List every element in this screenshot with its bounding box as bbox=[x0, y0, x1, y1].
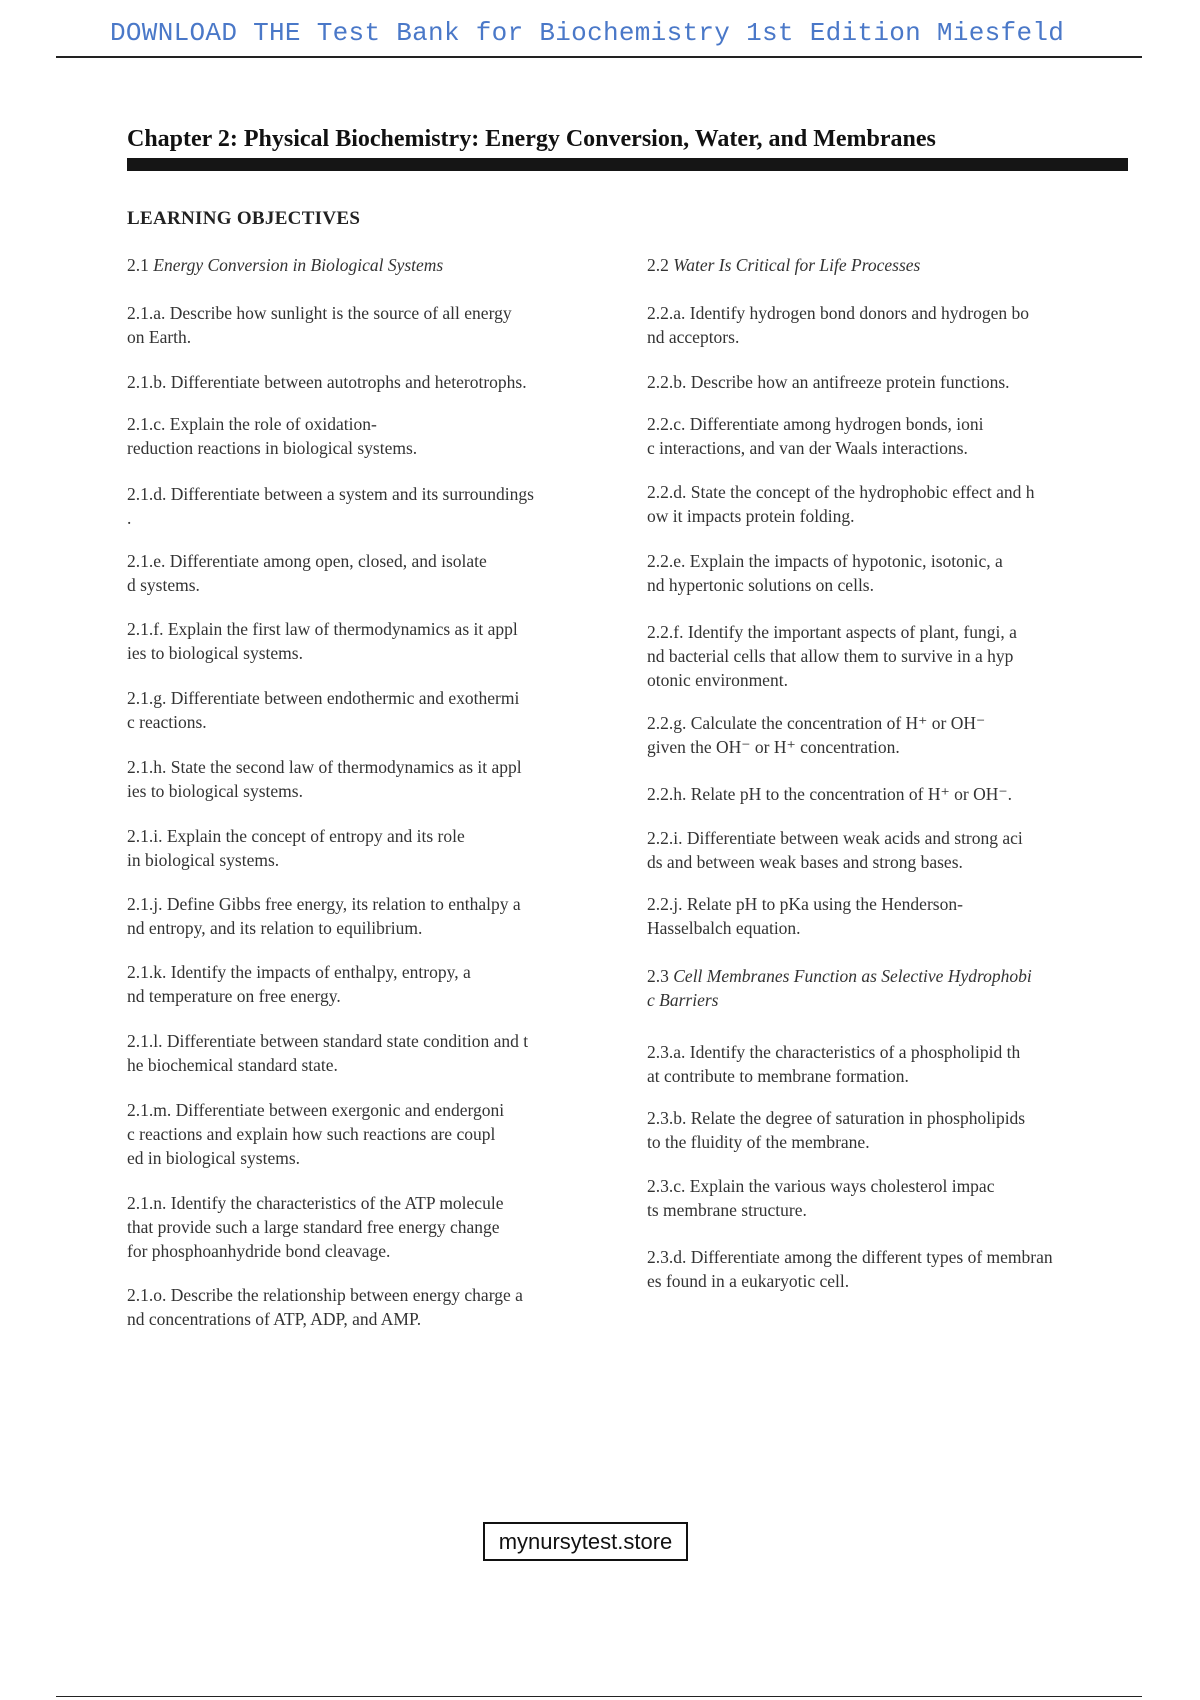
objective-item: 2.1.f. Explain the first law of thermodynamics as it appl ies to biological systems. bbox=[127, 619, 518, 663]
section-number: 2.3 bbox=[647, 966, 669, 986]
objective-item: 2.2.g. Calculate the concentration of H⁺ or OH⁻ given the OH⁻ or H⁺ concentration. bbox=[647, 713, 986, 757]
objective-item: 2.1.b. Differentiate between autotrophs and heterotrophs. bbox=[127, 372, 527, 392]
section-title: Energy Conversion in Biological Systems bbox=[153, 255, 444, 275]
objective-item: 2.1.m. Differentiate between exergonic and endergoni c reactions and explain how such reactions are coupl ed in biological systems. bbox=[127, 1100, 505, 1168]
objective-item: 2.2.c. Differentiate among hydrogen bonds, ioni c interactions, and van der Waals interactions. bbox=[647, 414, 984, 458]
learning-objectives-heading: LEARNING OBJECTIVES bbox=[127, 208, 361, 229]
section-number: 2.1 bbox=[127, 255, 149, 275]
objective-item: 2.2.i. Differentiate between weak acids and strong aci ds and between weak bases and strong bases. bbox=[647, 828, 1023, 872]
section-number: 2.2 bbox=[647, 255, 669, 275]
footer-divider bbox=[56, 1696, 1142, 1697]
objective-item: 2.1.c. Explain the role of oxidation- reduction reactions in biological systems. bbox=[127, 414, 418, 458]
objective-item: 2.3.c. Explain the various ways cholesterol impac ts membrane structure. bbox=[647, 1176, 995, 1220]
objective-item: 2.2.e. Explain the impacts of hypotonic, isotonic, a nd hypertonic solutions on cells. bbox=[647, 551, 1003, 595]
objective-item: 2.2.d. State the concept of the hydrophobic effect and h ow it impacts protein folding. bbox=[647, 482, 1035, 526]
objective-item: 2.1.e. Differentiate among open, closed, and isolate d systems. bbox=[127, 551, 487, 595]
section-2-3-heading bbox=[647, 964, 1032, 1012]
header-divider bbox=[56, 56, 1142, 58]
title-underline-bar bbox=[127, 158, 1128, 171]
download-banner[interactable]: DOWNLOAD THE Test Bank for Biochemistry 1st Edition Miesfeld bbox=[110, 18, 1065, 48]
objective-item: 2.3.b. Relate the degree of saturation in phospholipids to the fluidity of the membrane. bbox=[647, 1108, 1026, 1152]
objective-item: 2.1.o. Describe the relationship between energy charge a nd concentrations of ATP, ADP, and AMP. bbox=[127, 1285, 523, 1329]
objective-item: 2.3.d. Differentiate among the different types of membran es found in a eukaryotic cell. bbox=[647, 1247, 1053, 1291]
section-2-2-heading bbox=[647, 253, 920, 277]
chapter-title: Chapter 2: Physical Biochemistry: Energy Conversion, Water, and Membranes bbox=[127, 126, 936, 152]
objective-item: 2.1.l. Differentiate between standard state condition and t he biochemical standard state. bbox=[127, 1031, 529, 1075]
objective-item: 2.1.i. Explain the concept of entropy and its role in biological systems. bbox=[127, 826, 465, 870]
objective-item: 2.1.d. Differentiate between a system and its surroundings . bbox=[127, 484, 534, 528]
objective-item: 2.1.j. Define Gibbs free energy, its relation to enthalpy a nd entropy, and its relation to equilibrium. bbox=[127, 894, 521, 938]
section-title: Cell Membranes Function as Selective Hydrophobi c Barriers bbox=[647, 966, 1032, 1010]
objective-item: 2.2.j. Relate pH to pKa using the Henderson- Hasselbalch equation. bbox=[647, 894, 963, 938]
watermark-box: mynursytest.store bbox=[483, 1522, 688, 1561]
objective-item: 2.2.f. Identify the important aspects of plant, fungi, a nd bacterial cells that allow them to survive in a hyp otonic environment. bbox=[647, 622, 1017, 690]
objective-item: 2.1.h. State the second law of thermodynamics as it appl ies to biological systems. bbox=[127, 757, 522, 801]
objective-item: 2.1.k. Identify the impacts of enthalpy, entropy, a nd temperature on free energy. bbox=[127, 962, 471, 1006]
objective-item: 2.2.h. Relate pH to the concentration of H⁺ or OH⁻. bbox=[647, 784, 1012, 804]
objective-item: 2.2.b. Describe how an antifreeze protein functions. bbox=[647, 372, 1010, 392]
section-2-1-heading bbox=[127, 253, 443, 277]
objective-item: 2.1.n. Identify the characteristics of the ATP molecule that provide such a large standard free energy change for phosphoanhydride bond cleavage. bbox=[127, 1193, 504, 1261]
objective-item: 2.2.a. Identify hydrogen bond donors and hydrogen bo nd acceptors. bbox=[647, 303, 1030, 347]
section-title: Water Is Critical for Life Processes bbox=[673, 255, 921, 275]
objective-item: 2.1.a. Describe how sunlight is the source of all energy on Earth. bbox=[127, 303, 512, 347]
objective-item: 2.1.g. Differentiate between endothermic and exothermi c reactions. bbox=[127, 688, 520, 732]
objective-item: 2.3.a. Identify the characteristics of a phospholipid th at contribute to membrane formation. bbox=[647, 1042, 1021, 1086]
